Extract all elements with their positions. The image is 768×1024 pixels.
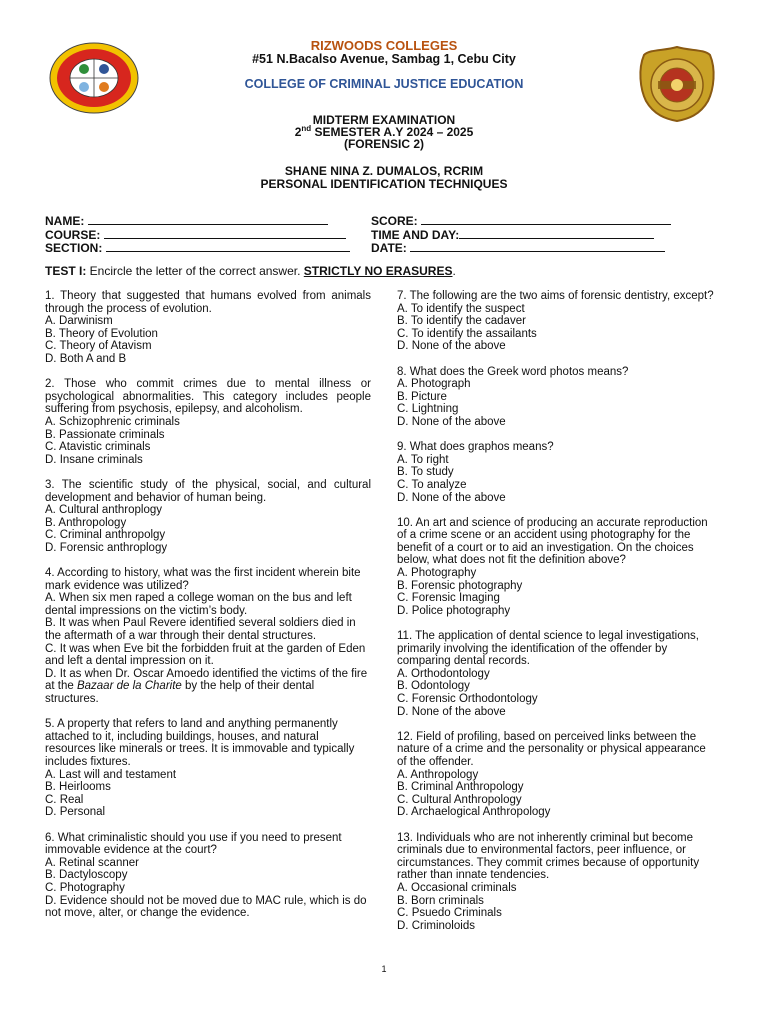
question-8 bbox=[397, 366, 717, 429]
semester-suffix: nd bbox=[301, 124, 312, 133]
option-b[interactable]: B. It was when Paul Revere identified several soldiers died in the aftermath of a war through their dental structures. bbox=[45, 617, 356, 643]
questions-right-column bbox=[397, 290, 717, 945]
option-a[interactable]: A. To identify the suspect bbox=[397, 302, 525, 315]
time-day-blank[interactable] bbox=[459, 228, 654, 239]
option-b[interactable]: B. Born criminals bbox=[397, 894, 484, 907]
option-a[interactable]: A. Darwinism bbox=[45, 315, 113, 328]
question-text: 13. Individuals who are not inherently criminal but become criminals due to environmental factors, peer influence, or circumstances. They commit crimes because of opportunity rather than innate tendencies. bbox=[397, 831, 700, 882]
question-1 bbox=[45, 290, 371, 366]
author-block bbox=[0, 165, 768, 190]
option-b[interactable]: B. Anthropology bbox=[45, 516, 127, 529]
score-row bbox=[371, 214, 671, 228]
semester-number: 2 bbox=[294, 125, 302, 139]
score-label: SCORE: bbox=[371, 214, 418, 228]
question-text: 12. Field of profiling, based on perceived links between the nature of a crime and the personality or physical appearance of the offender. bbox=[397, 730, 706, 768]
option-c[interactable]: C. Theory of Atavism bbox=[45, 340, 152, 353]
college-name: COLLEGE OF CRIMINAL JUSTICE EDUCATION bbox=[244, 77, 524, 91]
question-text: 9. What does graphos means? bbox=[397, 441, 554, 454]
time-day-label: TIME AND DAY: bbox=[371, 227, 460, 242]
question-6 bbox=[45, 832, 371, 920]
option-b[interactable]: B. Theory of Evolution bbox=[45, 327, 158, 340]
course-title: PERSONAL IDENTIFICATION TECHNIQUES bbox=[260, 176, 508, 191]
section-blank[interactable] bbox=[106, 241, 350, 252]
section-row bbox=[45, 241, 350, 255]
name-label: NAME: bbox=[45, 214, 85, 228]
option-a[interactable]: A. Anthropology bbox=[397, 768, 479, 781]
score-blank[interactable] bbox=[421, 214, 671, 225]
name-blank[interactable] bbox=[88, 214, 328, 225]
option-a[interactable]: A. Photography bbox=[397, 567, 477, 580]
option-d-italic: Bazaar de la Charite bbox=[76, 680, 182, 693]
question-5 bbox=[45, 718, 371, 819]
option-c[interactable]: C. Cultural Anthropology bbox=[397, 793, 522, 806]
option-c[interactable]: C. It was when Eve bit the forbidden fruit at the garden of Eden and left a dental impression on it. bbox=[45, 642, 366, 668]
course-row bbox=[45, 228, 350, 242]
course-label: COURSE: bbox=[45, 227, 101, 242]
question-text: 6. What criminalistic should you use if you need to present immovable evidence at the court? bbox=[45, 831, 342, 857]
question-text: 4. According to history, what was the first incident wherein bite mark evidence was utilized? bbox=[45, 567, 361, 592]
option-c[interactable]: C. Psuedo Criminals bbox=[397, 907, 502, 920]
option-d[interactable]: D. Archaelogical Anthropology bbox=[397, 806, 551, 819]
option-d[interactable]: D. Evidence should not be moved due to MAC rule, which is do not move, alter, or change the evidence. bbox=[45, 894, 367, 920]
option-a[interactable]: A. Photograph bbox=[397, 378, 471, 391]
option-b[interactable]: B. Dactyloscopy bbox=[45, 869, 128, 882]
date-row bbox=[371, 241, 671, 255]
section-label: SECTION: bbox=[45, 241, 103, 255]
option-c[interactable]: C. Forensic Orthodontology bbox=[397, 693, 538, 705]
option-c[interactable]: C. To identify the assailants bbox=[397, 327, 537, 340]
date-blank[interactable] bbox=[410, 241, 665, 252]
option-d[interactable] bbox=[45, 668, 371, 706]
option-b[interactable]: B. Forensic photography bbox=[397, 579, 523, 592]
question-text: 8. What does the Greek word photos means? bbox=[397, 365, 629, 378]
question-9 bbox=[397, 441, 717, 504]
time-day-row bbox=[371, 228, 671, 242]
option-d-text: D. It as when Dr. Oscar Amoedo identified the victims of the fire at the bbox=[45, 667, 368, 693]
page-number: 1 bbox=[381, 964, 387, 974]
option-d[interactable]: D. None of the above bbox=[397, 340, 506, 353]
questions-left-column bbox=[45, 290, 371, 932]
student-info-left bbox=[45, 214, 350, 255]
school-name: RIZWOODS COLLEGES bbox=[310, 38, 458, 53]
question-2 bbox=[45, 378, 371, 466]
exam-subject: (FORENSIC 2) bbox=[343, 137, 424, 151]
option-b[interactable]: B. Odontology bbox=[397, 680, 470, 693]
question-10 bbox=[397, 517, 717, 618]
question-text: 10. An art and science of producing an accurate reproduction of a crime scene or an accident using photography for the benefit of a court or to aid an investigation. On the choices below, what does not fit the definition above? bbox=[397, 516, 708, 567]
option-d[interactable]: D. Both A and B bbox=[45, 352, 127, 365]
option-d-text-end: by the help of their dental structures. bbox=[45, 680, 315, 705]
test-instructions bbox=[45, 264, 456, 278]
option-b[interactable]: B. Heirlooms bbox=[45, 781, 111, 794]
name-row bbox=[45, 214, 350, 228]
option-a[interactable]: A. Orthodontology bbox=[397, 667, 490, 680]
option-a[interactable]: A. Schizophrenic criminals bbox=[45, 415, 180, 428]
question-text: 2. Those who commit crimes due to mental illness or psychological abnormalities. This category includes people suffering from psychosis, epilepsy, and alcoholism. bbox=[45, 378, 371, 416]
question-text: 1. Theory that suggested that humans evolved from animals through the process of evolution. bbox=[45, 290, 371, 315]
date-label: DATE: bbox=[371, 241, 407, 255]
option-b[interactable]: B. To study bbox=[397, 466, 454, 479]
exam-title: MIDTERM EXAMINATION bbox=[312, 113, 456, 127]
option-a[interactable]: A. Retinal scanner bbox=[45, 856, 139, 869]
option-a[interactable]: A. Occasional criminals bbox=[397, 881, 517, 894]
exam-heading bbox=[0, 114, 768, 150]
option-c[interactable]: C. Lightning bbox=[397, 403, 459, 416]
option-c[interactable]: C. Atavistic criminals bbox=[45, 441, 151, 454]
instructor-name: SHANE NINA Z. DUMALOS, RCRIM bbox=[284, 164, 484, 178]
option-d[interactable]: D. None of the above bbox=[397, 491, 506, 504]
question-13 bbox=[397, 832, 717, 933]
course-blank[interactable] bbox=[104, 228, 346, 239]
option-a[interactable]: A. When six men raped a college woman on the bus and left dental impressions on the victim’s body. bbox=[45, 592, 352, 617]
option-b[interactable]: B. Picture bbox=[397, 390, 447, 403]
option-c[interactable]: C. Photography bbox=[45, 881, 125, 894]
question-4 bbox=[45, 567, 371, 706]
student-info-right bbox=[371, 214, 671, 255]
option-c[interactable]: C. Forensic Imaging bbox=[397, 592, 500, 605]
option-c[interactable]: C. Real bbox=[45, 793, 84, 806]
question-12 bbox=[397, 731, 717, 819]
semester-text: SEMESTER A.Y 2024 – 2025 bbox=[311, 125, 474, 139]
option-a[interactable]: A. Last will and testament bbox=[45, 768, 177, 781]
instructions-emphasis: STRICTLY NO ERASURES bbox=[303, 264, 453, 278]
option-b[interactable]: B. To identify the cadaver bbox=[397, 315, 526, 328]
question-text: 7. The following are the two aims of forensic dentistry, except? bbox=[397, 290, 714, 302]
test-label: TEST I: bbox=[45, 264, 87, 278]
option-d[interactable]: D. Forensic anthroplogy bbox=[45, 541, 168, 554]
option-b[interactable]: B. Criminal Anthropology bbox=[397, 781, 524, 794]
option-d[interactable]: D. Personal bbox=[45, 806, 106, 819]
instructions-end: . bbox=[452, 264, 456, 278]
question-text: 11. The application of dental science to legal investigations, primarily involving the identification of the offender by comparing dental records. bbox=[397, 630, 699, 668]
school-address: #51 N.Bacalso Avenue, Sambag 1, Cebu City bbox=[252, 52, 516, 66]
instructions-text: Encircle the letter of the correct answer. bbox=[86, 264, 304, 278]
option-d[interactable]: D. Criminoloids bbox=[397, 919, 475, 932]
question-text: 3. The scientific study of the physical, social, and cultural development and behavior of human being. bbox=[45, 478, 371, 504]
option-c[interactable]: C. Criminal anthropolgy bbox=[45, 529, 166, 542]
question-11 bbox=[397, 630, 717, 718]
option-d[interactable]: D. None of the above bbox=[397, 415, 506, 428]
question-3 bbox=[45, 479, 371, 555]
option-c[interactable]: C. To analyze bbox=[397, 478, 467, 491]
option-b[interactable]: B. Passionate criminals bbox=[45, 428, 165, 441]
option-d[interactable]: D. Police photography bbox=[397, 604, 511, 617]
option-d[interactable]: D. Insane criminals bbox=[45, 453, 143, 466]
option-a[interactable]: A. Cultural anthroplogy bbox=[45, 504, 162, 517]
question-7 bbox=[397, 290, 717, 353]
option-d[interactable]: D. None of the above bbox=[397, 705, 506, 718]
option-a[interactable]: A. To right bbox=[397, 453, 449, 466]
question-text: 5. A property that refers to land and anything permanently attached to it, including buildings, houses, and natural resources like minerals or trees. It is immovable and typically includes fixtures. bbox=[45, 718, 355, 768]
